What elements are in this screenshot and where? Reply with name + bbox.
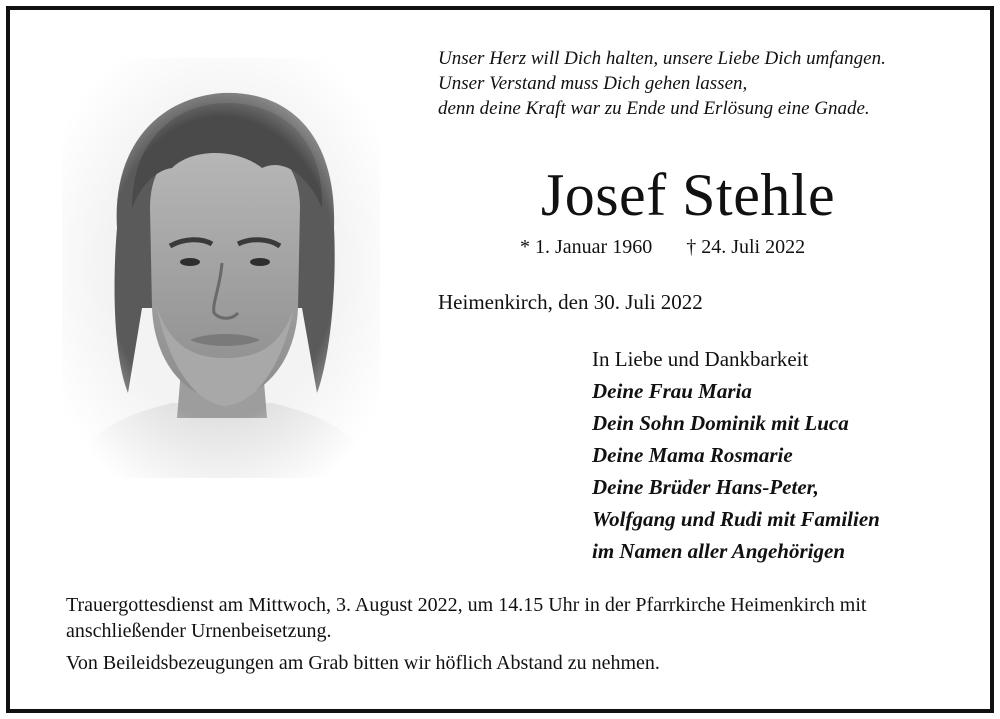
poem-line: Unser Herz will Dich halten, unsere Liebe Dich umfangen. <box>438 48 886 69</box>
mourner-line: Dein Sohn Dominik mit Luca <box>592 411 849 435</box>
death-date: † 24. Juli 2022 <box>686 236 806 258</box>
condolence-note: Von Beileidsbezeugungen am Grab bitten wir höflich Abstand zu nehmen. <box>66 652 660 674</box>
mourner-line: Deine Frau Maria <box>592 379 752 403</box>
deceased-name: Josef Stehle <box>540 162 836 228</box>
mourner-line: im Namen aller Angehörigen <box>592 539 845 563</box>
mourner-line: Wolfgang und Rudi mit Familien <box>592 507 880 531</box>
service-details: Trauergottesdienst am Mittwoch, 3. August 2022, um 14.15 Uhr in der Pfarrkirche Heimenkirch mit anschließender Urnenbeisetzung. <box>66 594 867 642</box>
mourner-line: Deine Brüder Hans-Peter, <box>592 475 819 499</box>
mourner-line: Deine Mama Rosmarie <box>592 443 793 467</box>
poem-verse <box>438 46 886 121</box>
mourners-list <box>592 343 880 567</box>
place-and-date: Heimenkirch, den 30. Juli 2022 <box>438 290 703 314</box>
poem-line: denn deine Kraft war zu Ende und Erlösung eine Gnade. <box>438 98 870 119</box>
birth-date: * 1. Januar 1960 <box>520 236 653 258</box>
mourners-intro: In Liebe und Dankbarkeit <box>592 347 809 371</box>
poem-line: Unser Verstand muss Dich gehen lassen, <box>438 73 748 94</box>
portrait-photo <box>62 58 380 478</box>
service-info <box>66 592 946 682</box>
life-dates <box>520 234 805 260</box>
